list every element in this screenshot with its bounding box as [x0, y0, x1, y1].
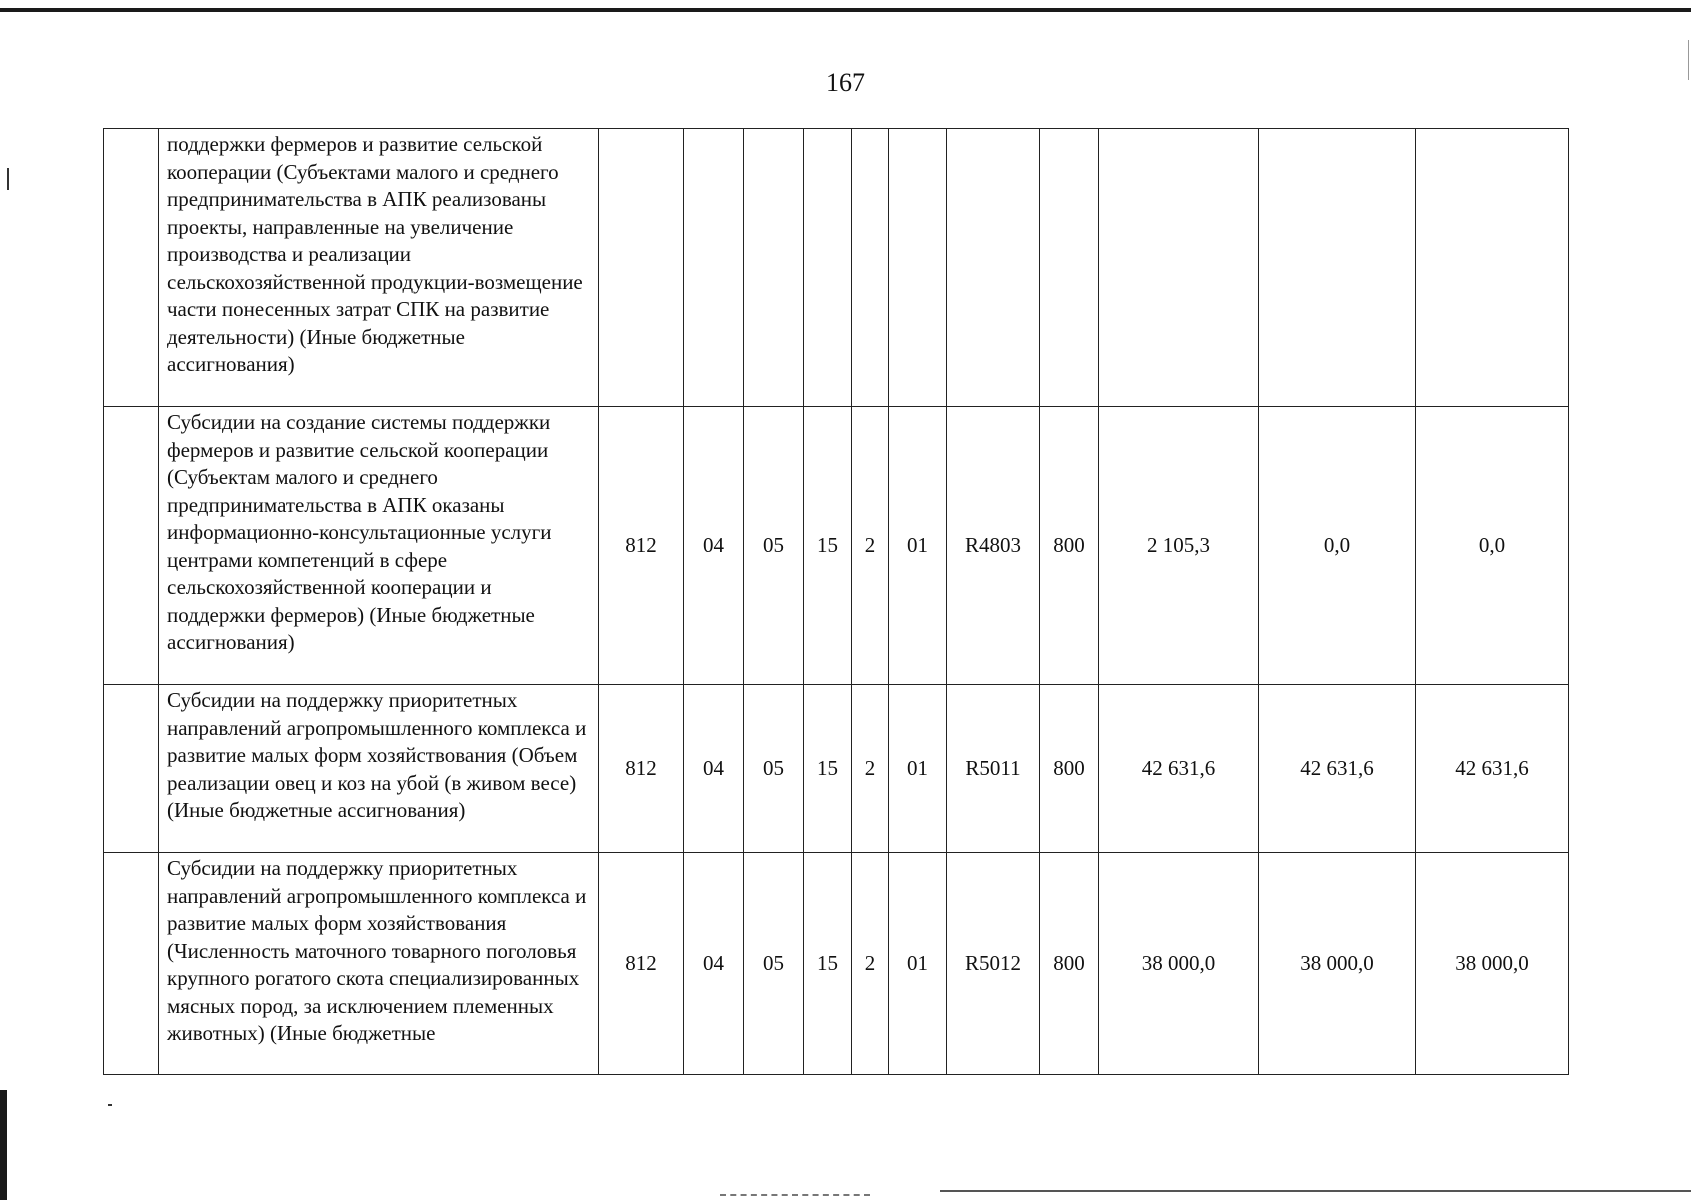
subsection-cell: 05: [744, 407, 804, 685]
table-row: [104, 685, 1569, 853]
program-cell: [804, 129, 852, 407]
program-cell: 15: [804, 407, 852, 685]
direction-cell: [947, 129, 1040, 407]
direction-cell: R5012: [947, 853, 1040, 1075]
program-cell: 15: [804, 853, 852, 1075]
program-cell: 15: [804, 685, 852, 853]
subsection-cell: [744, 129, 804, 407]
sum-year3-cell: 0,0: [1416, 407, 1569, 685]
page-number: 167: [826, 68, 865, 97]
scan-top-border: [0, 8, 1691, 12]
subprogram-cell: 2: [852, 853, 889, 1075]
table-row: [104, 129, 1569, 407]
grbs-cell: [599, 129, 684, 407]
event-cell: 01: [889, 853, 947, 1075]
sum-year3-cell: [1416, 129, 1569, 407]
expense-type-cell: 800: [1040, 407, 1099, 685]
sum-year3-cell: 42 631,6: [1416, 685, 1569, 853]
section-cell: [684, 129, 744, 407]
grbs-cell: 812: [599, 853, 684, 1075]
event-cell: 01: [889, 407, 947, 685]
subsection-cell: 05: [744, 853, 804, 1075]
description-cell: Субсидии на создание системы поддержки фермеров и развитие сельской кооперации (Субъектам малого и среднего предпринимательства в АПК оказаны информационно-консультационные услуги центрами компетенций в сфере сельскохозяйственной кооперации и поддержки фермеров) (Иные бюджетные ассигнования): [159, 407, 599, 685]
subprogram-cell: [852, 129, 889, 407]
description-cell: Субсидии на поддержку приоритетных направлений агропромышленного комплекса и развитие малых форм хозяйствования (Объем реализации овец и коз на убой (в живом весе) (Иные бюджетные ассигнования): [159, 685, 599, 853]
description-cell: Субсидии на поддержку приоритетных направлений агропромышленного комплекса и развитие малых форм хозяйствования (Численность маточного товарного поголовья крупного рогатого скота специализированных мясных пород, за исключением племенных животных) (Иные бюджетные: [159, 853, 599, 1075]
direction-cell: R4803: [947, 407, 1040, 685]
section-cell: 04: [684, 407, 744, 685]
sum-year2-cell: 38 000,0: [1259, 853, 1416, 1075]
direction-cell: R5011: [947, 685, 1040, 853]
scan-bottom-line: [940, 1190, 1691, 1192]
expense-type-cell: 800: [1040, 685, 1099, 853]
sum-year1-cell: 2 105,3: [1099, 407, 1259, 685]
expense-type-cell: [1040, 129, 1099, 407]
scan-bottom-dash: [720, 1194, 870, 1196]
row-number-cell: [104, 685, 159, 853]
sum-year1-cell: 42 631,6: [1099, 685, 1259, 853]
row-number-cell: [104, 853, 159, 1075]
grbs-cell: 812: [599, 685, 684, 853]
subprogram-cell: 2: [852, 685, 889, 853]
description-cell: поддержки фермеров и развитие сельской кооперации (Субъектами малого и среднего предпринимательства в АПК реализованы проекты, направленные на увеличение производства и реализации сельскохозяйственной продукции-возмещение части понесенных затрат СПК на развитие деятельности) (Иные бюджетные ассигнования): [159, 129, 599, 407]
section-cell: 04: [684, 853, 744, 1075]
event-cell: [889, 129, 947, 407]
budget-table: [103, 128, 1569, 1075]
table-row: [104, 407, 1569, 685]
scan-dot: [108, 1104, 112, 1106]
sum-year2-cell: 42 631,6: [1259, 685, 1416, 853]
row-number-cell: [104, 129, 159, 407]
subprogram-cell: 2: [852, 407, 889, 685]
scan-left-tick: [7, 168, 9, 190]
table-row: [104, 853, 1569, 1075]
row-number-cell: [104, 407, 159, 685]
grbs-cell: 812: [599, 407, 684, 685]
event-cell: 01: [889, 685, 947, 853]
sum-year1-cell: [1099, 129, 1259, 407]
section-cell: 04: [684, 685, 744, 853]
sum-year3-cell: 38 000,0: [1416, 853, 1569, 1075]
sum-year2-cell: [1259, 129, 1416, 407]
sum-year2-cell: 0,0: [1259, 407, 1416, 685]
scan-left-edge: [0, 1090, 7, 1200]
sum-year1-cell: 38 000,0: [1099, 853, 1259, 1075]
subsection-cell: 05: [744, 685, 804, 853]
expense-type-cell: 800: [1040, 853, 1099, 1075]
